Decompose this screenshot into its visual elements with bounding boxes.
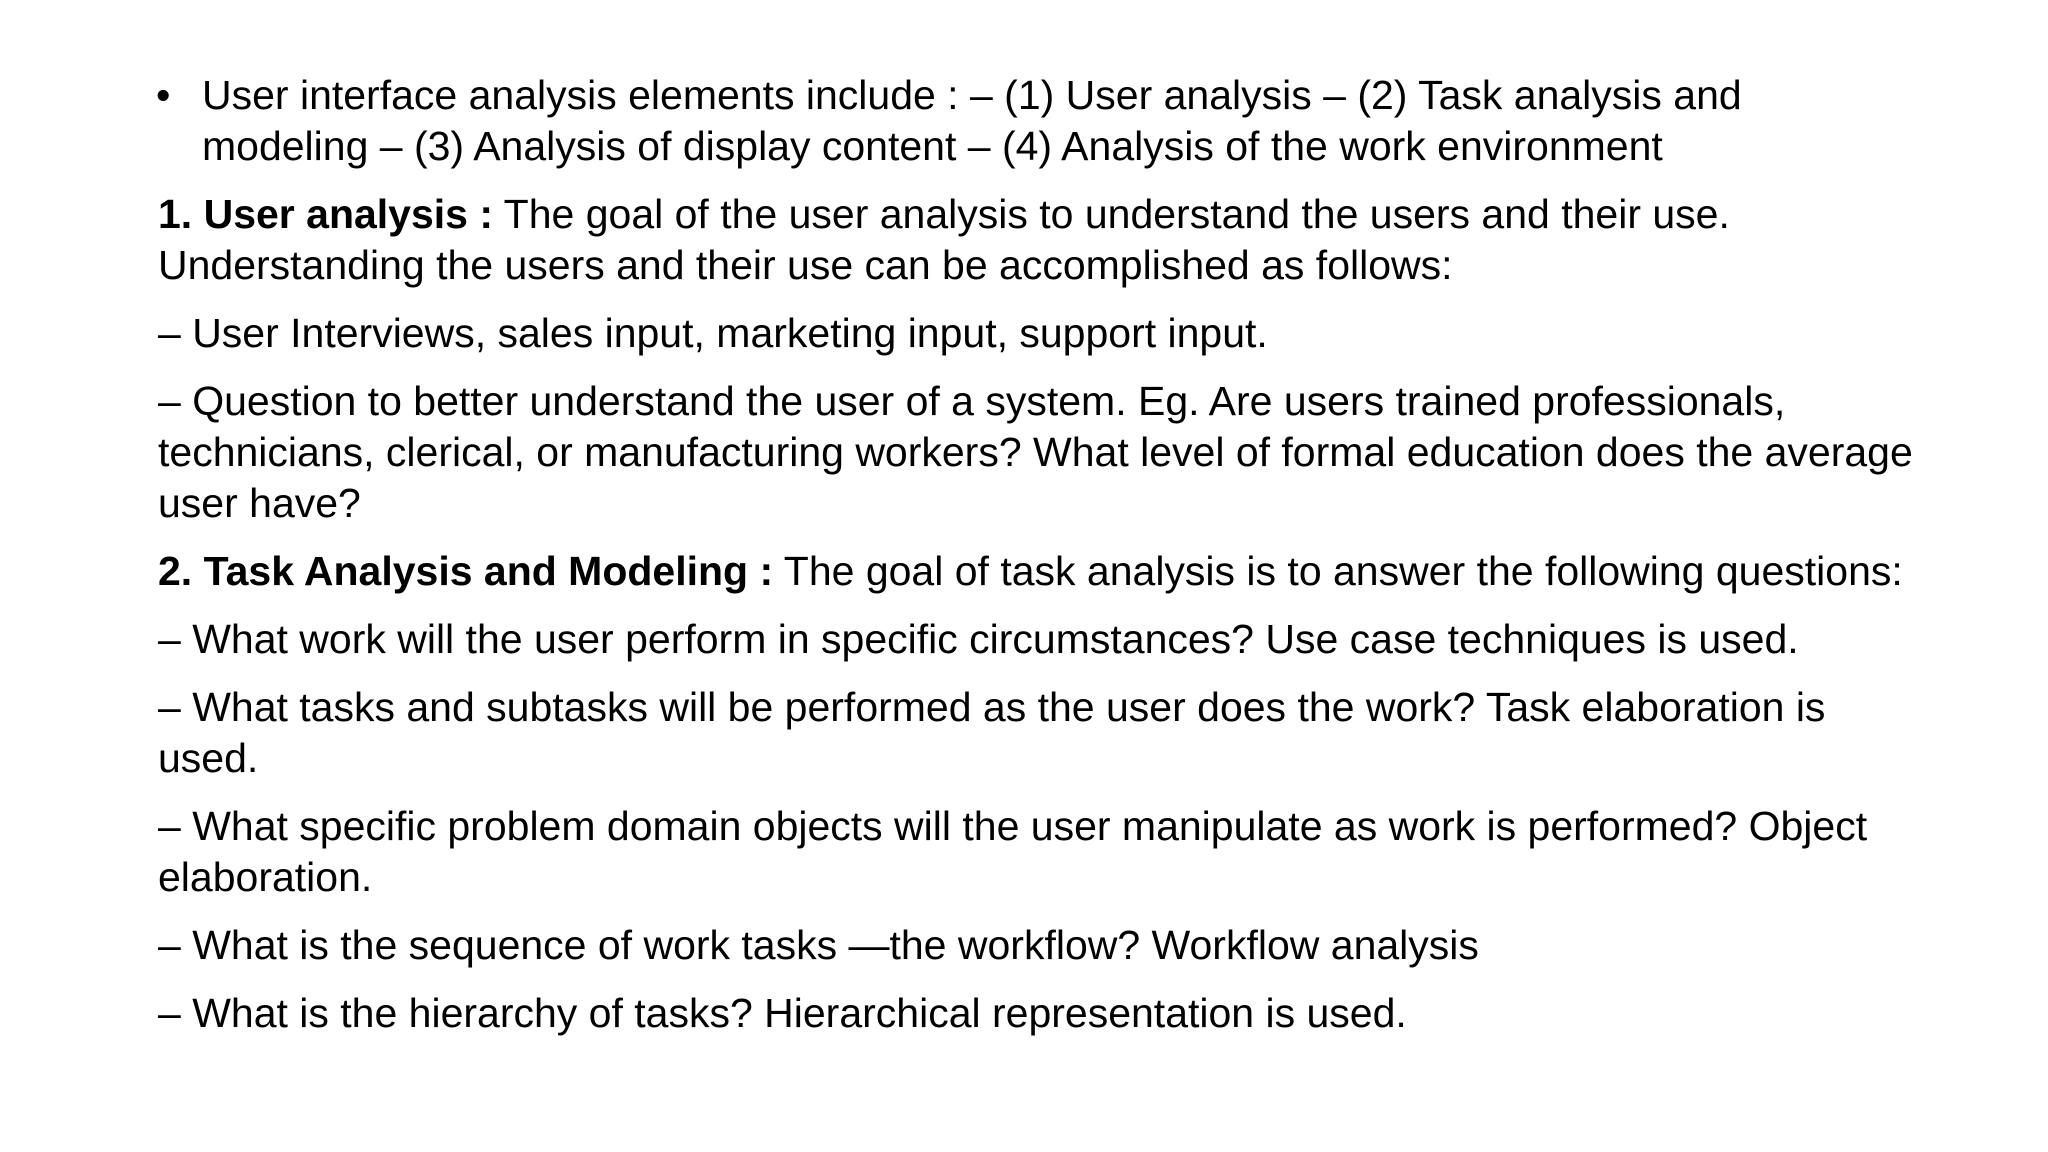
- list-item: – What is the sequence of work tasks —the workflow? Workflow analysis: [158, 922, 1479, 968]
- list-item: – What tasks and subtasks will be performed as the user does the work? Task elaboration is used.: [158, 684, 1826, 781]
- section-task-analysis: [158, 546, 1918, 597]
- bullet-marker: •: [156, 72, 171, 118]
- bullet-item: [158, 70, 1918, 172]
- section-heading: 2. Task Analysis and Modeling :: [158, 548, 774, 594]
- bullet-text: User interface analysis elements include : – (1) User analysis – (2) Task analysis and modeling – (3) Analysis of display content – (4) Analysis of the work environment: [202, 72, 1742, 169]
- list-item: – What work will the user perform in specific circumstances? Use case techniques is used.: [158, 616, 1799, 662]
- list-item: – What specific problem domain objects will the user manipulate as work is performed? Object elaboration.: [158, 803, 1868, 900]
- slide-content: [158, 70, 1918, 1056]
- list-item: – What is the hierarchy of tasks? Hierarchical representation is used.: [158, 990, 1407, 1036]
- section-text: The goal of the user analysis to understand the users and their use. Understanding the users and their use can be accomplished as follows:: [158, 191, 1730, 288]
- list-item: – User Interviews, sales input, marketing input, support input.: [158, 310, 1268, 356]
- section-heading: 1. User analysis :: [158, 191, 494, 237]
- list-item: – Question to better understand the user of a system. Eg. Are users trained professionals, technicians, clerical, or manufacturing workers? What level of formal education does the average user have?: [158, 378, 1913, 526]
- section-user-analysis: [158, 189, 1918, 291]
- section-text: The goal of task analysis is to answer the following questions:: [773, 548, 1903, 594]
